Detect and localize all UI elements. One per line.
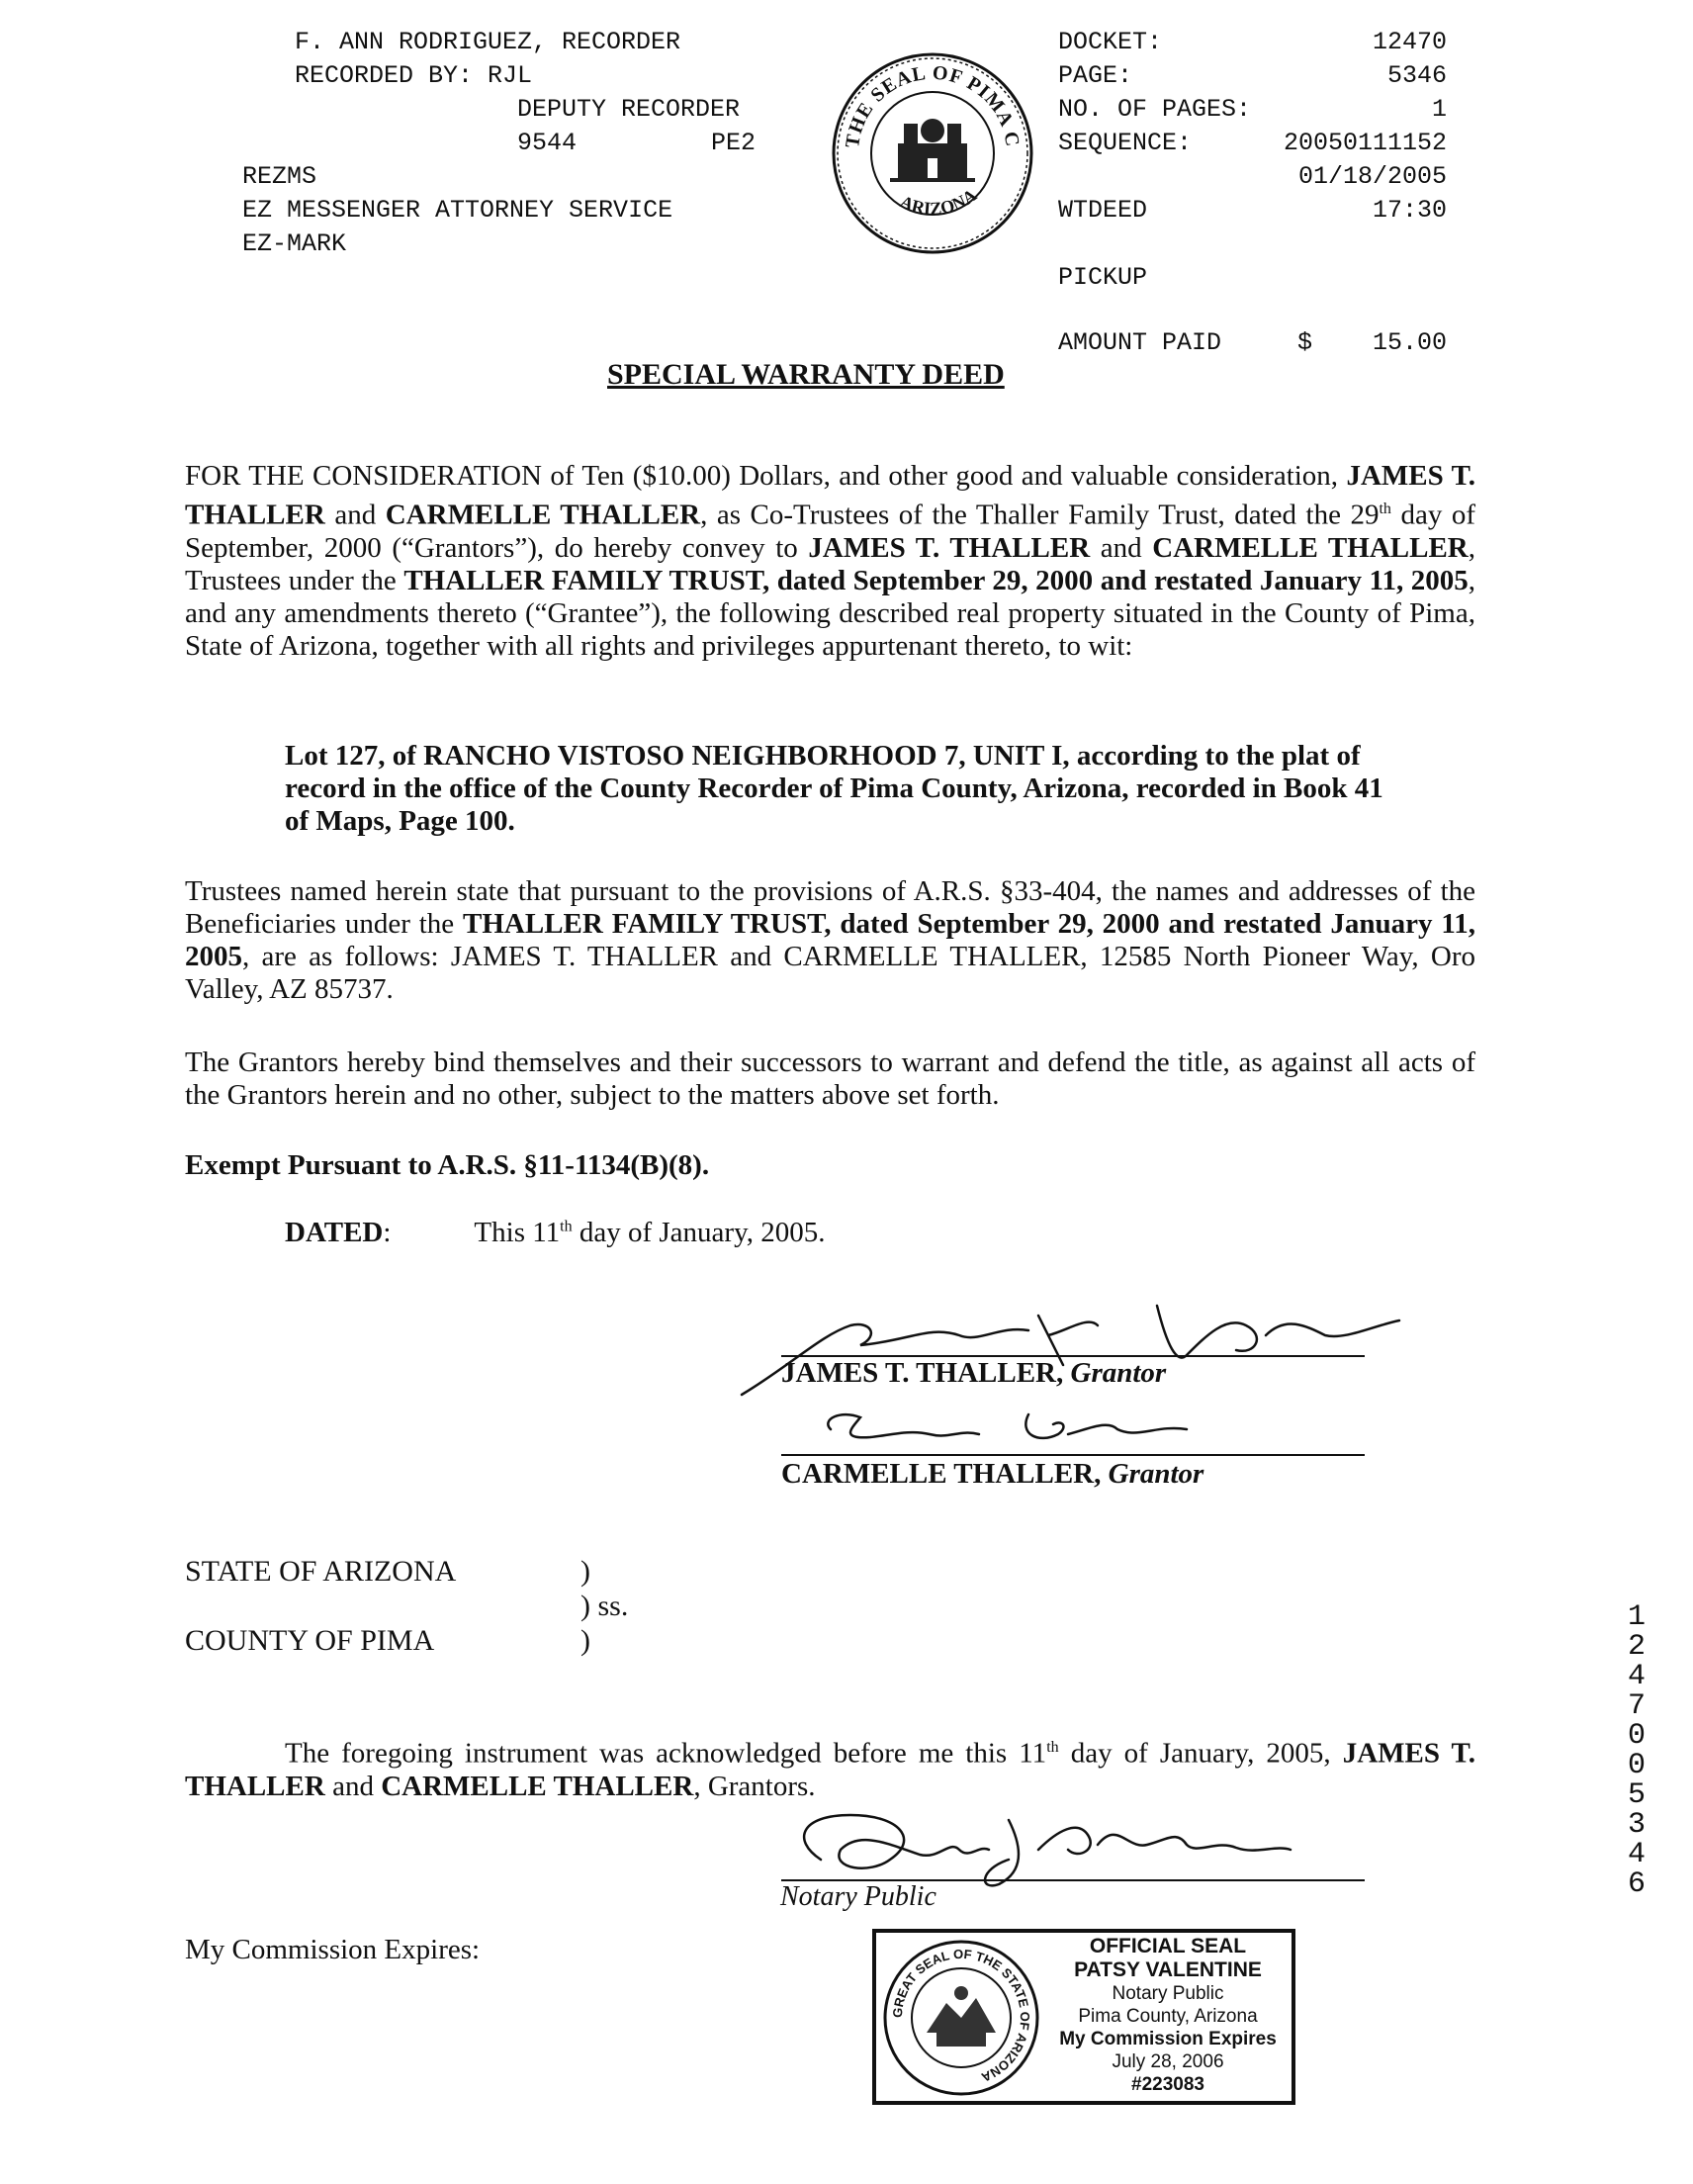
- sequence-label: SEQUENCE:: [1058, 129, 1193, 157]
- rezms-code: REZMS: [242, 162, 317, 191]
- recorder-code-number: 9544: [517, 129, 578, 157]
- legal-description: Lot 127, of RANCHO VISTOSO NEIGHBORHOOD 7, UNIT I, according to the plat of record in the office of the County Recorder of Pima County, Arizona, recorded in Book 41 of Maps, Page 100.: [285, 740, 1383, 837]
- pickup: PICKUP: [1058, 263, 1148, 292]
- seal-commission-number: #223083: [1131, 2074, 1204, 2095]
- messenger-service: EZ MESSENGER ATTORNEY SERVICE: [242, 196, 673, 225]
- notary-label: Notary Public: [780, 1881, 936, 1912]
- venue-state: STATE OF ARIZONA: [185, 1555, 457, 1588]
- ez-mark: EZ-MARK: [242, 229, 347, 258]
- recording-time: 17:30: [1372, 196, 1447, 225]
- doc-type: WTDEED: [1058, 196, 1148, 225]
- dated-value: This 11th day of January, 2005.: [474, 1217, 826, 1248]
- grantor2-signature-line: [781, 1454, 1365, 1456]
- beneficiaries-paragraph: Trustees named herein state that pursuant to the provisions of A.R.S. §33-404, the names and addresses of the Beneficiaries under the THALLER FAMILY TRUST, dated September 29, 2000 and restated January 11, 2005, are as follows: JAMES T. THALLER and CARMELLE THALLER, 12585 North Pioneer Way, Oro Valley, AZ 85737.: [185, 875, 1475, 1005]
- pima-county-seal: [829, 49, 1036, 257]
- docket-value: 12470: [1372, 28, 1447, 56]
- venue-paren-3: ): [580, 1624, 590, 1657]
- dated-line: DATED: This 11th day of January, 2005.: [285, 1217, 826, 1248]
- state-seal-ring: GREAT SEAL OF THE STATE OF ARIZONA: [889, 1946, 1033, 2085]
- amount-value: 15.00: [1372, 328, 1447, 357]
- grantor1-role: Grantor: [1070, 1357, 1167, 1389]
- dated-label: DATED: [285, 1217, 384, 1248]
- page-label: PAGE:: [1058, 61, 1133, 90]
- seal-notary-name: PATSY VALENTINE: [1074, 1958, 1262, 1981]
- docket-label: DOCKET:: [1058, 28, 1163, 56]
- page-title: SPECIAL WARRANTY DEED: [607, 358, 1005, 391]
- seal-commission-label: My Commission Expires: [1059, 2029, 1277, 2049]
- recorder-name: F. ANN RODRIGUEZ, RECORDER: [295, 28, 681, 56]
- grantor1-name: JAMES T. THALLER,: [781, 1357, 1064, 1389]
- venue-county: COUNTY OF PIMA: [185, 1624, 435, 1657]
- seal-ring-top: THE SEAL OF PIMA C: [842, 61, 1024, 150]
- venue-paren-1: ): [580, 1555, 590, 1588]
- grantor2-signature: [811, 1400, 1206, 1459]
- grantor1-caption: [781, 1357, 1166, 1390]
- seal-official: OFFICIAL SEAL: [1089, 1935, 1247, 1957]
- pages-label: NO. OF PAGES:: [1058, 95, 1252, 124]
- recorder-code-pe: PE2: [711, 129, 757, 157]
- recorded-by: RECORDED BY: RJL: [295, 61, 533, 90]
- margin-docket-stamp: 12470 05346: [1627, 1600, 1664, 1901]
- grantor2-name: CARMELLE THALLER,: [781, 1458, 1102, 1490]
- conveyance-paragraph: FOR THE CONSIDERATION of Ten ($10.00) Dollars, and other good and valuable consideration, JAMES T. THALLER and CARMELLE THALLER, as Co-Trustees of the Thaller Family Trust, dated the 29th day of September, 2000 (“Grantors”), do hereby convey to JAMES T. THALLER and CARMELLE THALLER, Trustees under the THALLER FAMILY TRUST, dated September 29, 2000 and restated January 11, 2005, and any amendments thereto (“Grantee”), the following described real property situated in the County of Pima, State of Arizona, together with all rights and privileges appurtenant thereto, to wit:: [185, 460, 1476, 662]
- amount-currency: $: [1297, 328, 1313, 357]
- seal-ring-bottom: ARIZONA: [897, 184, 981, 219]
- svg-text:ARIZONA: [897, 185, 980, 219]
- deputy-recorder: DEPUTY RECORDER: [517, 95, 741, 124]
- grantor2-role: Grantor: [1108, 1458, 1204, 1490]
- acknowledgment-paragraph: The foregoing instrument was acknowledged before me this 11th day of January, 2005, JAMES T. THALLER and CARMELLE THALLER, Grantors.: [185, 1737, 1475, 1802]
- amount-label: AMOUNT PAID: [1058, 328, 1222, 357]
- grantor2-caption: [781, 1458, 1203, 1491]
- seal-notary-public: Notary Public: [1112, 1983, 1224, 2004]
- page-value: 5346: [1386, 61, 1447, 90]
- seal-county: Pima County, Arizona: [1078, 2006, 1258, 2027]
- notary-seal-stamp: [872, 1929, 1295, 2105]
- venue-ss: ) ss.: [580, 1590, 629, 1622]
- pages-value: 1: [1431, 95, 1447, 124]
- recording-date: 01/18/2005: [1297, 162, 1447, 191]
- notary-seal-text: [1044, 1935, 1292, 2096]
- exempt-statement: Exempt Pursuant to A.R.S. §11-1134(B)(8).: [185, 1149, 710, 1181]
- arizona-state-seal: [882, 1939, 1040, 2097]
- warranty-paragraph: The Grantors hereby bind themselves and their successors to warrant and defend the title, as against all acts of the Grantors herein and no other, subject to the matters above set forth.: [185, 1046, 1475, 1111]
- seal-expiration-date: July 28, 2006: [1112, 2051, 1224, 2072]
- commission-label: My Commission Expires:: [185, 1934, 481, 1965]
- sequence-value: 20050111152: [1283, 129, 1447, 157]
